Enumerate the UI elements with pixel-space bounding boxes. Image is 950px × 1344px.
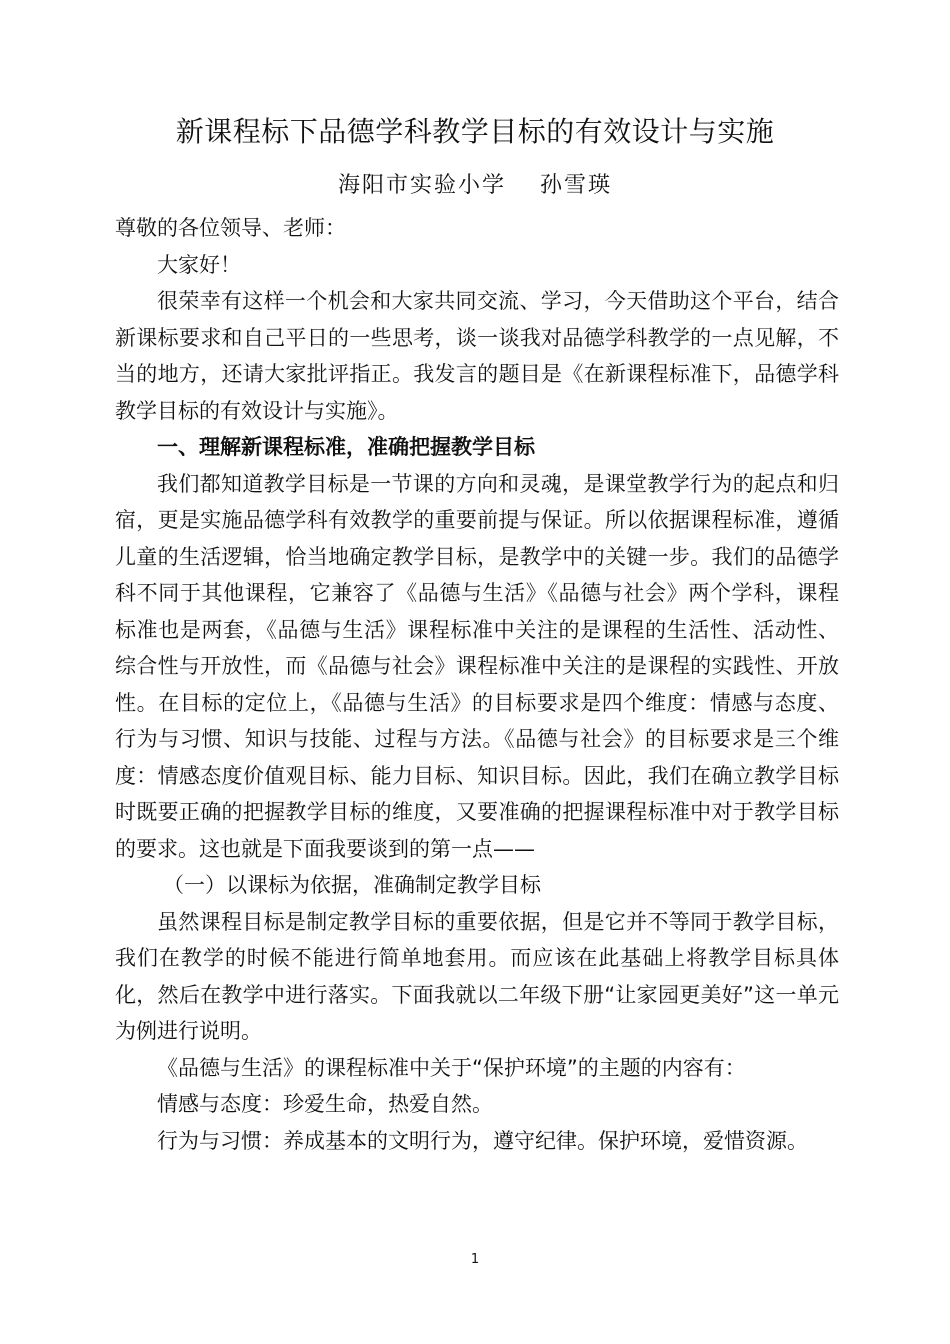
intro-paragraph: 很荣幸有这样一个机会和大家共同交流、学习，今天借助这个平台，结合新课标要求和自己平日的一些思考，谈一谈我对品德学科教学的一点见解，不当的地方，还请大家批评指正。我发言的题目是《在新课程标准下，品德学科教学目标的有效设计与实施》。 [115, 289, 839, 423]
subsection-heading-1: （一）以课标为依据，准确制定教学目标 [163, 873, 541, 897]
standard-intro-paragraph: 《品德与生活》的课程标准中关于“保护环境”的主题的内容有： [157, 1055, 746, 1080]
section-heading-1: 一、理解新课程标准，准确把握教学目标 [157, 435, 535, 459]
author-school: 海阳市实验小学 [337, 173, 506, 198]
emotion-attitude-line: 情感与态度：珍爱生命，热爱自然。 [157, 1092, 493, 1116]
section-1-paragraph: 我们都知道教学目标是一节课的方向和灵魂，是课堂教学行为的起点和归宿，更是实施品德学科有效教学的重要前提与保证。所以依据课程标准，遵循儿童的生活逻辑，恰当地确定教学目标，是教学中的关键一步。我们的品德学科不同于其他课程，它兼容了《品德与生活》《品德与社会》两个学科，课程标准也是两套，《品德与生活》课程标准中关注的是课程的生活性、活动性、综合性与开放性，而《品德与社会》课程标准中关注的是课程的实践性、开放性。在目标的定位上，《品德与生活》的目标要求是四个维度：情感与态度、行为与习惯、知识与技能、过程与方法。《品德与社会》的目标要求是三个维度：情感态度价值观目标、能力目标、知识目标。因此，我们在确立教学目标时既要正确的把握教学目标的维度，又要准确的把握课程标准中对于教学目标的要求。这也就是下面我要谈到的第一点—— [115, 471, 839, 861]
subsection-1-paragraph: 虽然课程目标是制定教学目标的重要依据，但是它并不等同于教学目标，我们在教学的时候不能进行简单地套用。而应该在此基础上将教学目标具体化，然后在教学中进行落实。下面我就以二年级下册“让家园更美好”这一单元为例进行说明。 [115, 909, 839, 1043]
page-number: 1 [470, 1252, 480, 1267]
author-name: 孙雪瑛 [540, 173, 613, 198]
author-line [0, 170, 950, 202]
document-body [115, 210, 839, 1159]
document-title: 新课程标下品德学科教学目标的有效设计与实施 [175, 115, 775, 148]
greeting: 大家好！ [157, 252, 241, 277]
behavior-habit-line: 行为与习惯：养成基本的文明行为，遵守纪律。保护环境，爱惜资源。 [157, 1128, 808, 1153]
salutation: 尊敬的各位领导、老师： [115, 216, 346, 240]
